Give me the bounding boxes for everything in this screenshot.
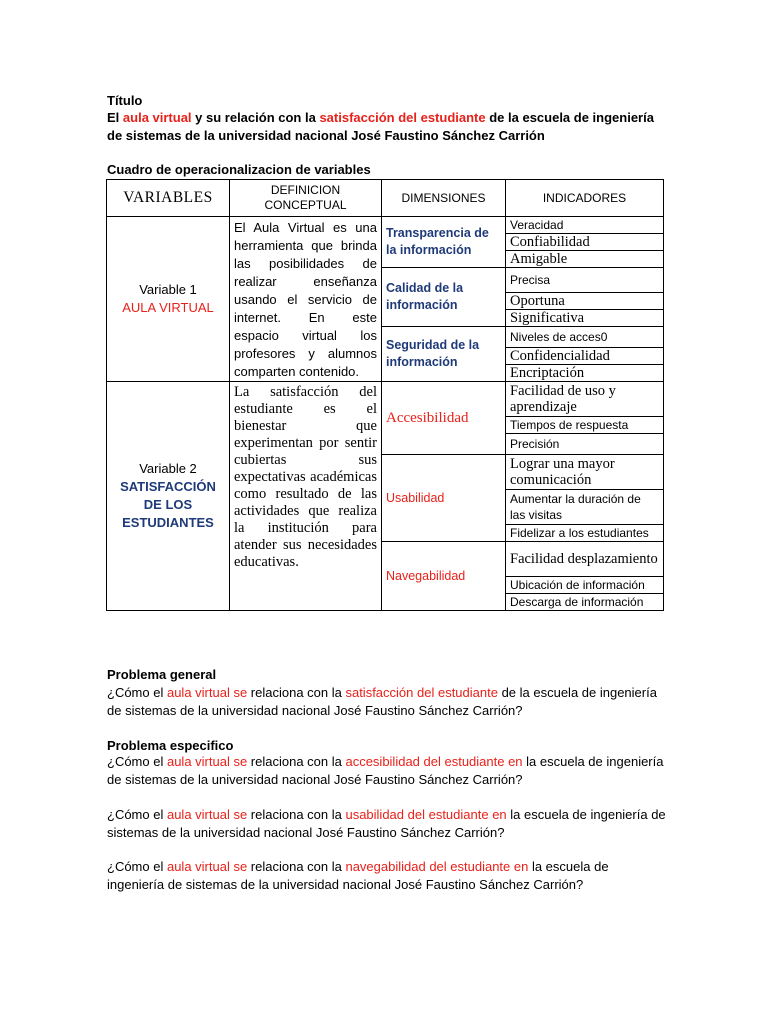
problema-especifico-3 [107,858,667,894]
dimension-usabilidad: Usabilidad [382,455,506,542]
title-part: El [107,110,123,125]
text-part: relaciona con la [247,807,346,822]
header-variables: VARIABLES [107,180,230,217]
problema-general-text [107,684,667,720]
indicator: Facilidad desplazamiento [506,542,664,577]
indicator: Oportuna [506,293,664,310]
text-part: ¿Cómo el [107,754,167,769]
problema-especifico-heading: Problema especifico [107,738,234,753]
highlight: accesibilidad del estudiante en [345,754,523,769]
document-title [107,109,667,145]
indicator: Facilidad de uso y aprendizaje [506,382,664,417]
variable-1-name: AULA VIRTUAL [122,300,214,315]
indicator: Ubicación de información [506,577,664,594]
indicator: Tiempos de respuesta [506,417,664,434]
highlight: aula virtual se [166,685,248,700]
header-dimensiones: DIMENSIONES [382,180,506,217]
text-part: relaciona con la [247,754,346,769]
variable-1-definition: El Aula Virtual es una herramienta que brinda las posibilidades de realizar enseñanza usando el servicio de internet. En este espacio virtual los profesores y alumnos comparten contenido. [230,217,382,382]
dimension-accesibilidad: Accesibilidad [382,382,506,455]
text-part: la escuela de ingeniería de sistemas de la universidad nacional José Faustino Sánchez Carrión? [107,754,664,787]
header-definicion: DEFINICION CONCEPTUAL [230,180,382,217]
title-part: de la escuela de ingeniería de sistemas de la universidad nacional José Faustino Sánchez Carrión [107,110,654,143]
highlight: aula virtual se [166,754,248,769]
problema-especifico-1 [107,753,667,789]
indicator: Aumentar la duración de las visitas [506,490,664,525]
dimension-navegabilidad: Navegabilidad [382,542,506,611]
highlight: usabilidad del estudiante en [345,807,507,822]
indicator: Niveles de acces0 [506,327,664,348]
variable-1-cell [107,217,230,382]
variable-2-name: SATISFACCIÓN DE LOS ESTUDIANTES [120,479,216,530]
text-part: relaciona con la [247,859,346,874]
header-indicadores: INDICADORES [506,180,664,217]
variable-2-cell [107,382,230,611]
title-part: y su relación con la [191,110,320,125]
highlight: navegabilidad del estudiante en [345,859,529,874]
variable-2-definition: La satisfacción del estudiante es el bienestar que experimentan por sentir cubiertas sus expectativas académicas como resultado de las actividades que realiza la institución para atender sus necesidades educativas. [230,382,382,611]
variable-2-label: Variable 2 [139,461,197,476]
dimension-calidad: Calidad de la información [382,268,506,327]
indicator: Amigable [506,251,664,268]
highlight: aula virtual se [166,807,248,822]
indicator: Confiabilidad [506,234,664,251]
indicator: Precisa [506,268,664,293]
text-part: ¿Cómo el [107,685,167,700]
dimension-transparencia: Transparencia de la información [382,217,506,268]
indicator: Significativa [506,310,664,327]
variable-1-label: Variable 1 [139,282,197,297]
indicator: Descarga de información [506,594,664,611]
highlight: aula virtual se [166,859,248,874]
title-highlight-aula-virtual: aula virtual [122,110,192,125]
problema-especifico-2 [107,806,667,842]
table-header-row [107,180,664,217]
indicator: Confidencialidad [506,348,664,365]
text-part: de la escuela de ingeniería de sistemas de la universidad nacional José Faustino Sánchez Carrión? [107,685,657,718]
title-highlight-satisfaccion: satisfacción del estudiante [319,110,486,125]
table-row [107,217,664,234]
text-part: ¿Cómo el [107,807,167,822]
indicator: Lograr una mayor comunicación [506,455,664,490]
text-part: la escuela de ingeniería de sistemas de la universidad nacional José Faustino Sánchez Carrión? [107,859,609,892]
operationalization-table [106,179,664,611]
table-row [107,382,664,417]
indicator: Encriptación [506,365,664,382]
problema-general-heading: Problema general [107,667,217,682]
table-caption: Cuadro de operacionalizacion de variables [107,162,371,177]
indicator: Precisión [506,434,664,455]
dimension-seguridad: Seguridad de la información [382,327,506,382]
text-part: relaciona con la [247,685,346,700]
indicator: Fidelizar a los estudiantes [506,525,664,542]
text-part: ¿Cómo el [107,859,167,874]
title-label: Título [107,93,143,108]
indicator: Veracidad [506,217,664,234]
highlight: satisfacción del estudiante [345,685,498,700]
text-part: la escuela de ingeniería de sistemas de la universidad nacional José Faustino Sánchez Carrión? [107,807,666,840]
